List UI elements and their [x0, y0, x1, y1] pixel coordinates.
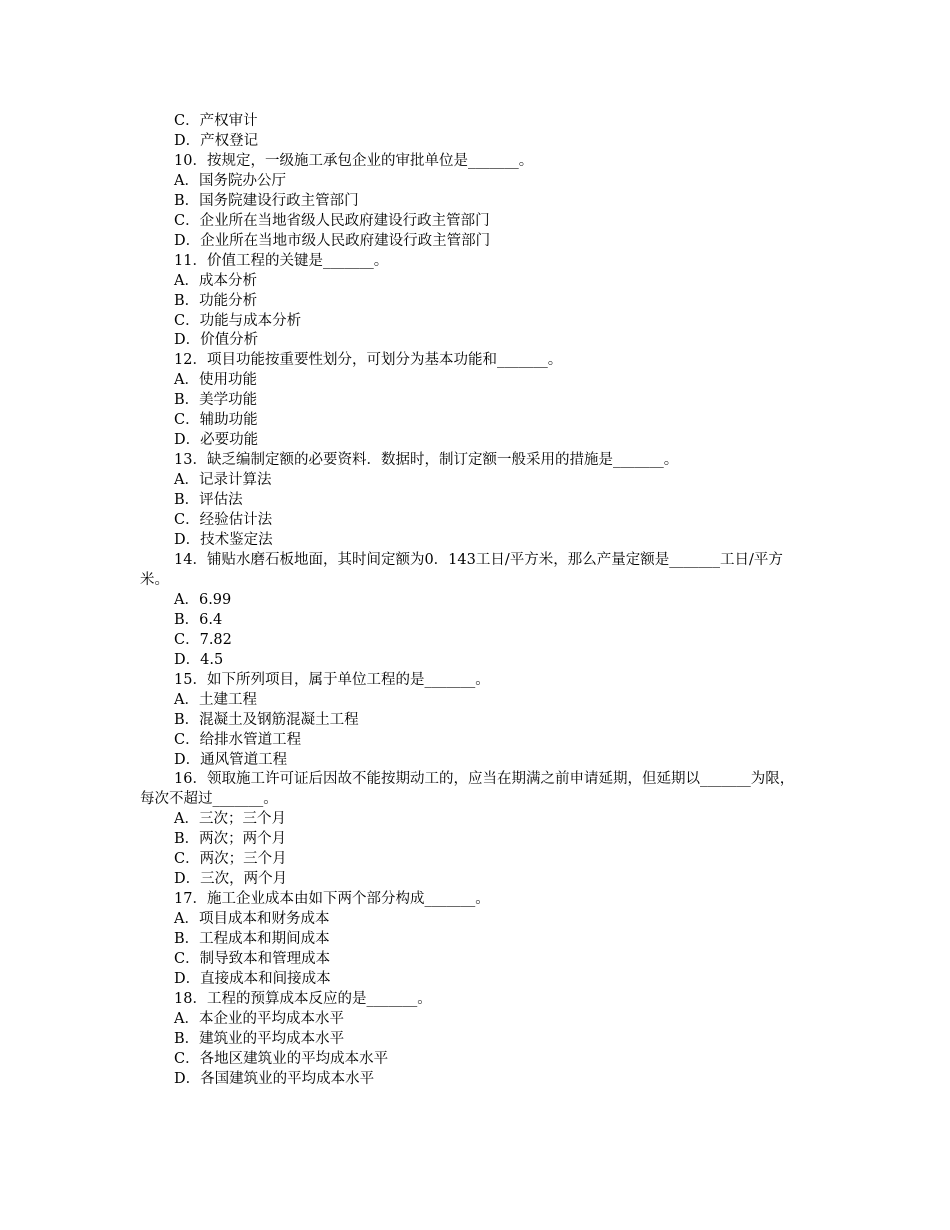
option-line: A．成本分析 — [174, 272, 257, 289]
question-line: 15．如下所列项目，属于单位工程的是_______。 — [174, 671, 490, 688]
option-line: D．三次，两个月 — [174, 871, 288, 888]
option-line: A．使用功能 — [174, 372, 257, 389]
option-line: C．经验估计法 — [174, 512, 273, 529]
option-line: B．国务院建设行政主管部门 — [174, 192, 359, 209]
option-line: A．国务院办公厅 — [174, 172, 286, 189]
option-line: B．功能分析 — [174, 292, 258, 309]
option-line: D．各国建筑业的平均成本水平 — [174, 1070, 375, 1087]
option-line: C．7.82 — [174, 631, 232, 648]
option-line: D．技术鉴定法 — [174, 532, 273, 549]
option-line: C．两次；三个月 — [174, 851, 287, 868]
option-line: B．6.4 — [174, 611, 223, 628]
option-line: A．三次；三个月 — [174, 811, 286, 828]
option-line: C．各地区建筑业的平均成本水平 — [174, 1050, 389, 1067]
option-line: C．企业所在当地省级人民政府建设行政主管部门 — [174, 212, 490, 229]
option-line: B．混凝土及钢筋混凝土工程 — [174, 711, 359, 728]
option-line: B．美学功能 — [174, 392, 258, 409]
option-line: C．给排水管道工程 — [174, 731, 302, 748]
option-line: A．本企业的平均成本水平 — [174, 1010, 344, 1027]
option-line: A．土建工程 — [174, 691, 257, 708]
option-line: D．价值分析 — [174, 332, 259, 349]
question-line: 18．工程的预算成本反应的是_______。 — [174, 990, 432, 1007]
option-line: D．通风管道工程 — [174, 751, 288, 768]
option-line: D．必要功能 — [174, 432, 259, 449]
option-line: D．4.5 — [174, 651, 224, 668]
question-line: 17．施工企业成本由如下两个部分构成_______。 — [174, 891, 490, 908]
option-line: D．直接成本和间接成本 — [174, 970, 331, 987]
option-line: B．建筑业的平均成本水平 — [174, 1030, 345, 1047]
option-line: A．项目成本和财务成本 — [174, 911, 330, 928]
question-line: 12．项目功能按重要性划分，可划分为基本功能和_______。 — [174, 352, 563, 369]
option-line: D．产权登记 — [174, 132, 259, 149]
question-line: 16．领取施工许可证后因故不能按期动工的，应当在期满之前申请延期，但延期以_______为限，每次不超过_______。 — [140, 771, 795, 808]
question-line: 13．缺乏编制定额的必要资料．数据时，制订定额一般采用的措施是_______。 — [174, 452, 679, 469]
option-line: C．辅助功能 — [174, 412, 258, 429]
question-list — [140, 112, 805, 1090]
question-line: 10．按规定，一级施工承包企业的审批单位是_______。 — [174, 152, 534, 169]
option-line: B．评估法 — [174, 492, 243, 509]
option-line: C．产权审计 — [174, 113, 258, 129]
question-line: 11．价值工程的关键是_______。 — [174, 252, 389, 269]
option-line: B．工程成本和期间成本 — [174, 931, 330, 948]
option-line: D．企业所在当地市级人民政府建设行政主管部门 — [174, 232, 491, 249]
option-line: A．6.99 — [174, 591, 232, 608]
option-line: C．制导致本和管理成本 — [174, 951, 331, 968]
option-line: A．记录计算法 — [174, 472, 272, 489]
option-line: B．两次；两个月 — [174, 831, 287, 848]
option-line: C．功能与成本分析 — [174, 312, 302, 329]
question-line: 14．铺贴水磨石板地面，其时间定额为0．143工日/平方米，那么产量定额是_______工日/平方米。 — [140, 551, 783, 588]
